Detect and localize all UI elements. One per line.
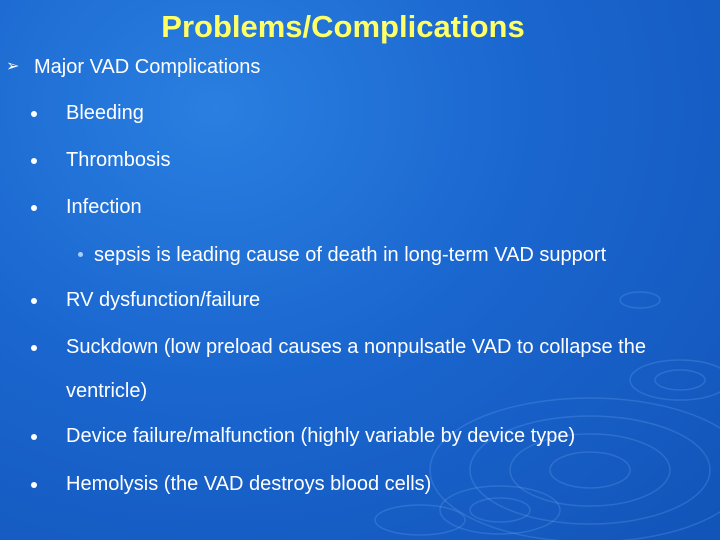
round-bullet-icon	[31, 345, 37, 351]
small-dot-bullet-icon	[78, 252, 83, 257]
sub-list-item-text: sepsis is leading cause of death in long-term VAD support	[94, 244, 607, 266]
main-point: Major VAD Complications	[34, 56, 261, 78]
list-item-text: RV dysfunction/failure	[66, 289, 261, 311]
list-item-text: Hemolysis (the VAD destroys blood cells)	[66, 473, 432, 495]
round-bullet-icon	[31, 482, 37, 488]
list-item-text: Thrombosis	[66, 149, 171, 171]
round-bullet-icon	[31, 434, 37, 440]
list-item-text: Device failure/malfunction (highly variable by device type)	[66, 425, 576, 447]
round-bullet-icon	[31, 111, 37, 117]
slide-title: Problems/Complications	[161, 9, 525, 44]
round-bullet-icon	[31, 205, 37, 211]
list-item-text: Infection	[66, 196, 142, 218]
list-item-text: Suckdown (low preload causes a nonpulsatle VAD to collapse the ventricle)	[66, 336, 646, 402]
arrowhead-bullet-icon: ➢	[6, 58, 20, 75]
list-item-text: Bleeding	[66, 102, 144, 124]
round-bullet-icon	[31, 298, 37, 304]
round-bullet-icon	[31, 158, 37, 164]
